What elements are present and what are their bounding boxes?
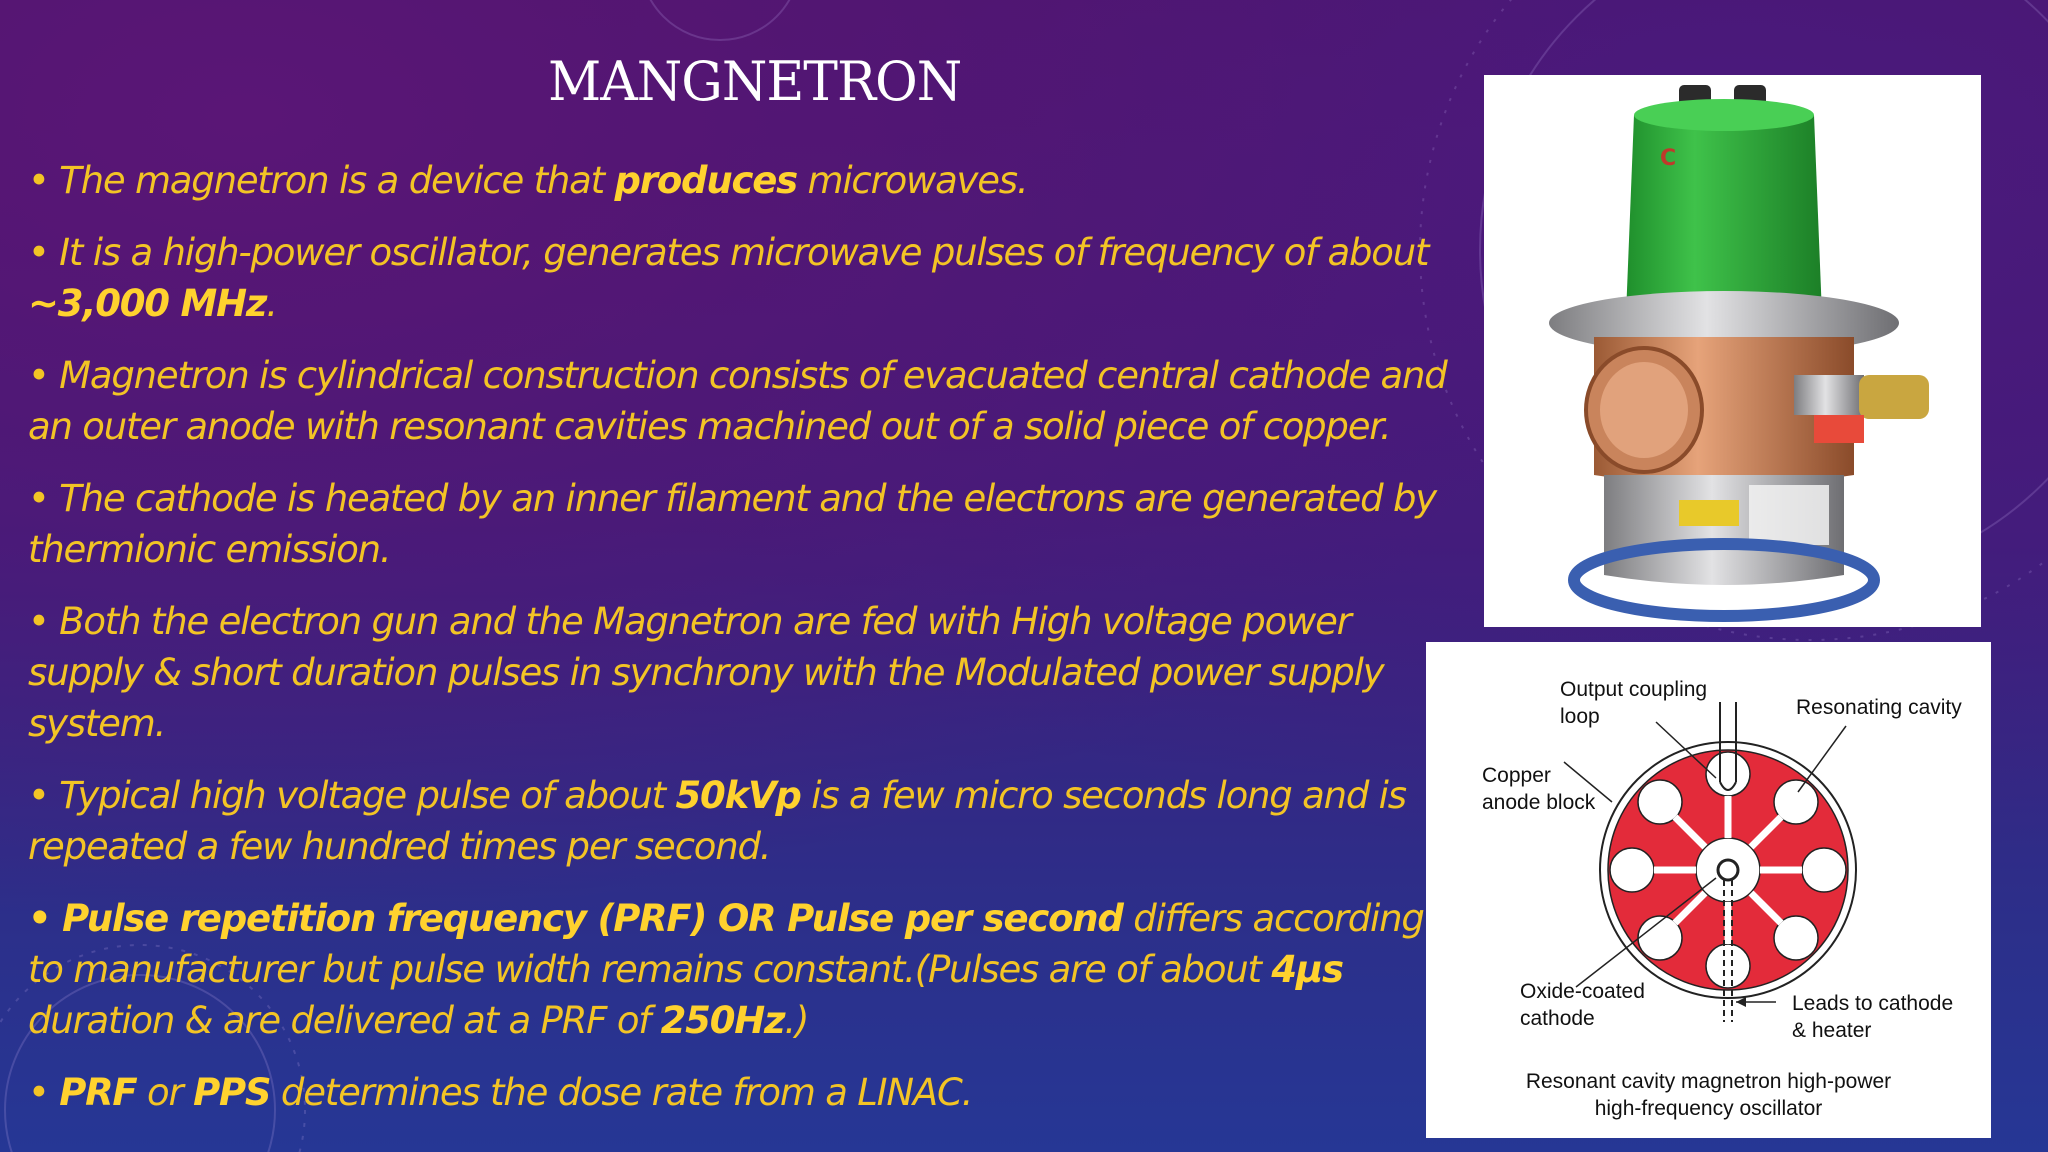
bullet-text: is a few micro seconds long and is repeated a few hundred times per second. bbox=[28, 774, 1406, 868]
bullet-text: .) bbox=[784, 999, 809, 1042]
bullet-emphasis: PPS bbox=[193, 1071, 271, 1114]
magnetron-device-illustration bbox=[1484, 75, 1981, 627]
bullet-text: • The cathode is heated by an inner filament and the electrons are generated by thermionic emission. bbox=[28, 477, 1436, 571]
bullet-item bbox=[28, 1067, 1448, 1118]
bullet-text: microwaves. bbox=[796, 159, 1028, 202]
label-copper-anode-block: Copper anode block bbox=[1482, 764, 1596, 814]
slide-title: MANGNETRON bbox=[548, 50, 962, 114]
bullet-item bbox=[28, 893, 1448, 1046]
bullet-text: determines the dose rate from a LINAC. bbox=[270, 1071, 973, 1114]
label-output-coupling-loop: Output coupling loop bbox=[1560, 678, 1708, 728]
svg-text:C: C bbox=[1660, 146, 1677, 171]
bullet-item bbox=[28, 350, 1448, 452]
bullet-emphasis: ~3,000 MHz bbox=[28, 282, 267, 325]
bullet-item bbox=[28, 770, 1448, 872]
bullet-emphasis: • Pulse repetition frequency (PRF) OR Pulse per second bbox=[28, 897, 1123, 940]
bullet-text: or bbox=[136, 1071, 194, 1114]
label-leads-to-cathode: Leads to cathode & heater bbox=[1792, 992, 1954, 1042]
bullet-item bbox=[28, 227, 1448, 329]
bullet-item bbox=[28, 155, 1448, 206]
diagram-caption: Resonant cavity magnetron high-power high-frequency oscillator bbox=[1525, 1070, 1892, 1120]
bullet-text: • Typical high voltage pulse of about bbox=[28, 774, 676, 817]
magnetron-diagram bbox=[1426, 642, 1991, 1138]
bullet-item bbox=[28, 473, 1448, 575]
bullet-emphasis: produces bbox=[614, 159, 797, 202]
bullet-text: • It is a high-power oscillator, generates microwave pulses of frequency of about bbox=[28, 231, 1429, 274]
bullet-text: . bbox=[266, 282, 277, 325]
magnetron-photo bbox=[1484, 75, 1981, 627]
bullet-list bbox=[28, 155, 1448, 1139]
bullet-item bbox=[28, 596, 1448, 749]
label-oxide-coated-cathode: Oxide-coated cathode bbox=[1520, 980, 1645, 1030]
bullet-text: • Magnetron is cylindrical construction consists of evacuated central cathode and an outer anode with resonant cavities machined out of a solid piece of copper. bbox=[28, 354, 1447, 448]
bullet-emphasis: 4µs bbox=[1271, 948, 1343, 991]
label-resonating-cavity: Resonating cavity bbox=[1796, 696, 1962, 719]
bullet-emphasis: 50kVp bbox=[675, 774, 801, 817]
bullet-text: duration & are delivered at a PRF of bbox=[28, 999, 661, 1042]
bullet-text: • Both the electron gun and the Magnetron are fed with High voltage power supply & short duration pulses in synchrony with the Modulated power supply system. bbox=[28, 600, 1384, 745]
bullet-text: differs according to manufacturer but pulse width remains constant.(Pulses are of about bbox=[28, 897, 1424, 991]
bullet-emphasis: 250Hz bbox=[660, 999, 785, 1042]
bullet-text: • bbox=[28, 1071, 60, 1114]
bullet-text: • The magnetron is a device that bbox=[28, 159, 615, 202]
bullet-emphasis: PRF bbox=[59, 1071, 137, 1114]
